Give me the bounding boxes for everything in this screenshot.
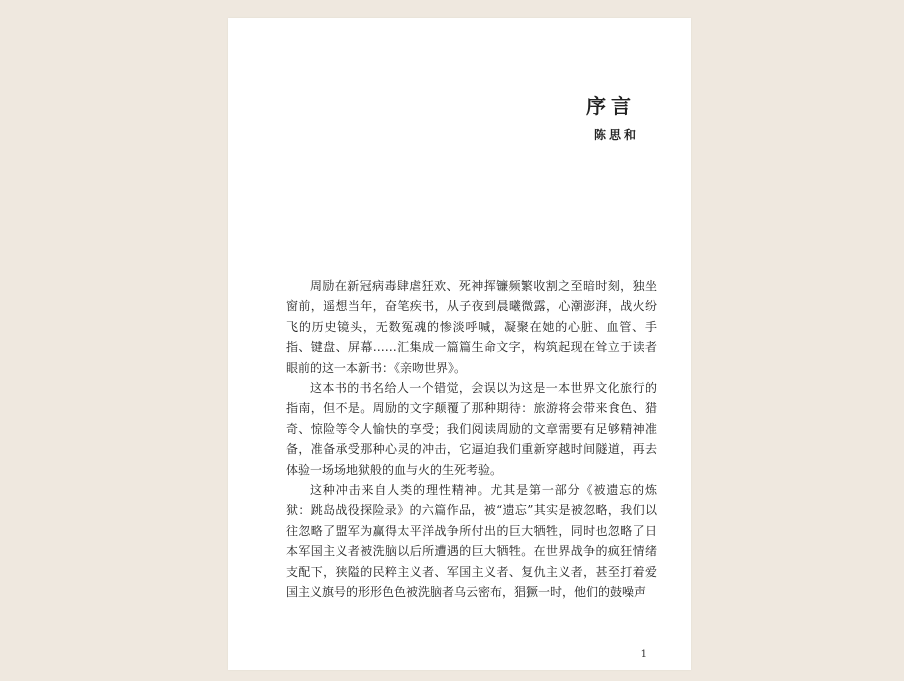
paragraph-2: 这本书的书名给人一个错觉，会误以为这是一本世界文化旅行的指南，但不是。周励的文字颠覆了那种期待：旅游将会带来食色、猎奇、惊险等令人愉快的享受；我们阅读周励的文章需要有足够精神准备，准备承受那种心灵的冲击，它逼迫我们重新穿越时间隧道，再去体验一场场地狱般的血与火的生死考验。 <box>286 381 657 477</box>
body-text <box>286 276 657 603</box>
paragraph-3: 这种冲击来自人类的理性精神。尤其是第一部分《被遗忘的炼狱：跳岛战役探险录》的六篇作品，被“遗忘”其实是被忽略，我们以往忽略了盟军为赢得太平洋战争所付出的巨大牺牲，同时也忽略了日本军国主义者被洗脑以后所遭遇的巨大牺牲。在世界战争的疯狂情绪支配下，狭隘的民粹主义者、军国主义者、复仇主义者，甚至打着爱国主义旗号的形形色色被洗脑者乌云密布，猖獗一时，他们的鼓噪声 <box>286 483 657 600</box>
book-page <box>228 18 691 670</box>
page-number: 1 <box>640 649 647 660</box>
author-name: 陈思和 <box>593 128 639 142</box>
paragraph-1: 周励在新冠病毒肆虐狂欢、死神挥镰频繁收割之至暗时刻，独坐窗前，遥想当年，奋笔疾书，从子夜到晨曦微露，心潮澎湃，战火纷飞的历史镜头，无数冤魂的惨淡呼喊，凝聚在她的心脏、血管、手指、键盘、屏幕……汇集成一篇篇生命文字，构筑起现在耸立于读者眼前的这一本新书：《亲吻世界》。 <box>286 279 657 375</box>
page-title: 序言 <box>586 94 636 118</box>
